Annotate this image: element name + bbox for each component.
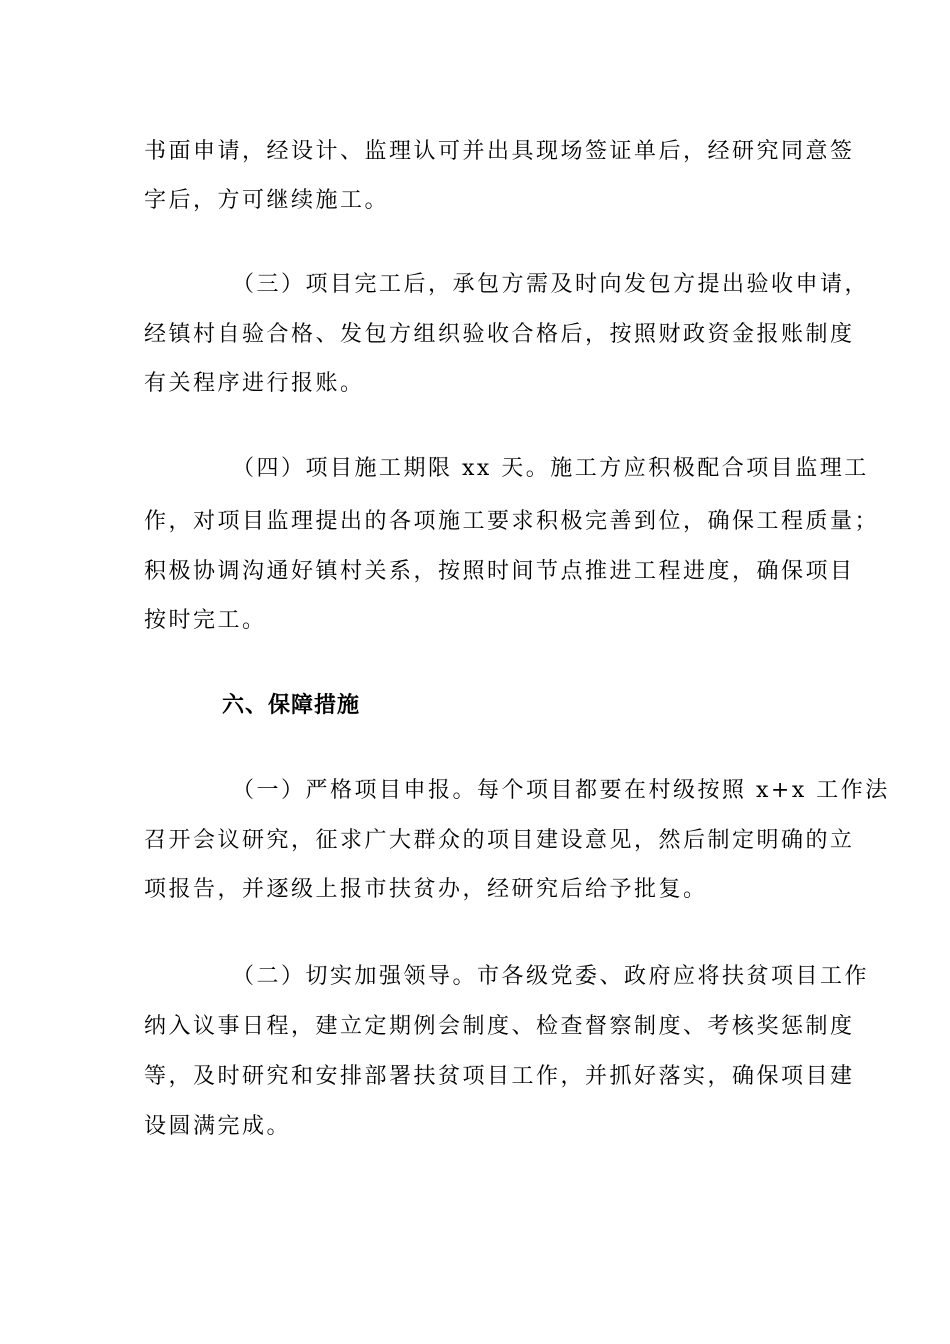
paragraph-line: 设圆满完成。 xyxy=(144,1114,292,1139)
paragraph-line: 有关程序进行报账。 xyxy=(144,371,365,396)
paragraph-line: 等，及时研究和安排部署扶贫项目工作，并抓好落实，确保项目建 xyxy=(144,1064,855,1089)
paragraph-line: 纳入议事日程，建立定期例会制度、检查督察制度、考核奖惩制度 xyxy=(144,1014,855,1039)
paragraph-line: 书面申请，经设计、监理认可并出具现场签证单后，经研究同意签 xyxy=(144,139,855,164)
paragraph-line: 项报告，并逐级上报市扶贫办，经研究后给予批复。 xyxy=(144,877,708,902)
paragraph-line: （四）项目施工期限 xx 天。施工方应积极配合项目监理工 xyxy=(232,456,869,481)
paragraph-line: 召开会议研究，征求广大群众的项目建设意见，然后制定明确的立 xyxy=(144,828,855,853)
paragraph-line: （二）切实加强领导。市各级党委、政府应将扶贫项目工作 xyxy=(232,964,870,989)
paragraph-line: （一）严格项目申报。每个项目都要在村级按照 x+x 工作法 xyxy=(232,778,890,803)
paragraph-line: 作，对项目监理提出的各项施工要求积极完善到位，确保工程质量； xyxy=(144,509,880,534)
paragraph-line: 按时完工。 xyxy=(144,608,267,633)
paragraph-line: 积极协调沟通好镇村关系，按照时间节点推进工程进度，确保项目 xyxy=(144,559,855,584)
paragraph-line: 字后，方可继续施工。 xyxy=(144,188,390,213)
section-heading: 六、保障措施 xyxy=(222,693,361,718)
paragraph-line: 经镇村自验合格、发包方组织验收合格后，按照财政资金报账制度 xyxy=(144,322,855,347)
paragraph-line: （三）项目完工后，承包方需及时向发包方提出验收申请， xyxy=(232,272,870,297)
